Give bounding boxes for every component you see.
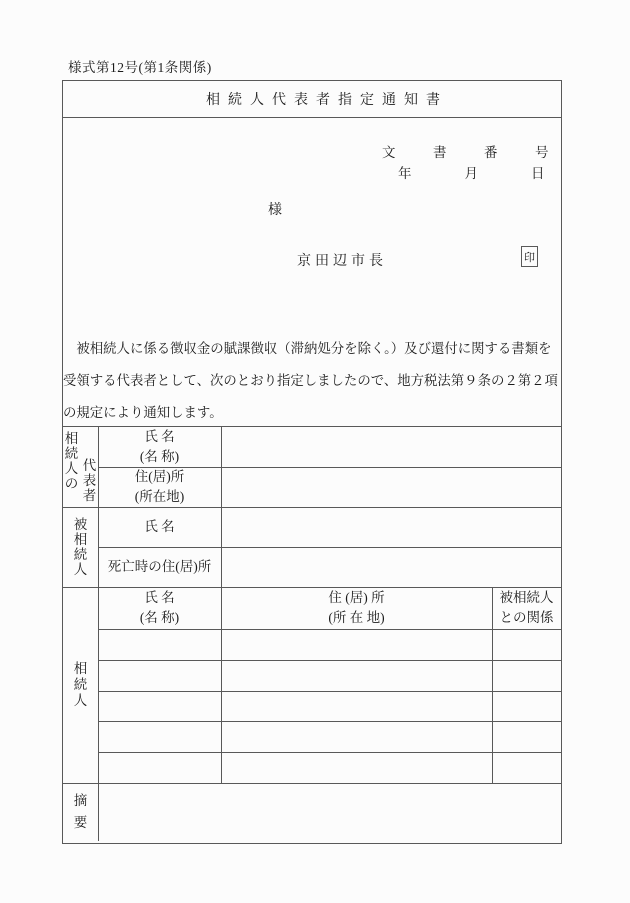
label-line: (名 称) [139,449,180,464]
doc-number-label: 文書番号 [382,145,586,160]
representative-address-value-cell [222,467,561,507]
group-label-remarks-cell [63,783,98,841]
heir-row-3-name-cell [99,691,221,721]
decedent-name-value-cell [222,507,561,547]
remarks-value-cell [99,783,561,841]
seal-box [521,246,538,267]
label-line: (所在地) [134,489,185,504]
heir-row-5-address-cell [222,752,492,783]
heirs-address-column-header [221,587,492,629]
heir-row-5-relation-cell [493,752,561,783]
document-title: 相続人代表者指定通知書 [206,93,448,108]
heir-row-3-address-cell [222,691,492,721]
form-number: 様式第12号(第1条関係) [68,60,212,75]
document-box [62,80,598,844]
label-line: 氏 名 [144,590,175,605]
heirs-relation-column-header [492,587,561,629]
date-label: 年月日 [398,166,598,181]
representative-name-label [98,427,221,467]
representative-name-value-cell [222,427,561,467]
label-line: 住(居)所 [134,469,185,484]
label-line: (所 在 地) [328,610,385,625]
heir-row-1-relation-cell [493,629,561,660]
form-table [63,427,561,841]
label-line: (名 称) [139,610,180,625]
decedent-name-label [98,507,221,547]
paragraph-line: 被相続人に係る徴収金の賦課徴収（滞納処分を除く。）及び還付に関する書類を [63,341,552,356]
label-line: 被相続人 [499,590,554,605]
group-label-heirs: 相続人 [73,661,88,708]
heir-row-2-address-cell [222,660,492,691]
recipient-honorific: 様 [268,203,282,218]
label-line: 氏 名 [144,429,175,444]
label-line: 死亡時の住(居)所 [107,559,212,574]
label-line: との関係 [499,610,554,625]
paragraph-line: の規定により通知します。 [63,405,223,420]
heir-row-5-name-cell [99,752,221,783]
notification-paragraph [63,333,562,429]
sender-name: 京田辺市長 [297,254,387,269]
heir-row-1-name-cell [99,629,221,660]
group-label-heirs-cell [63,587,98,783]
decedent-address-label [98,547,221,587]
heir-row-4-address-cell [222,721,492,752]
group-label-heir-representative-part2: 代表者 [82,458,97,503]
heir-row-1-address-cell [222,629,492,660]
heir-row-2-relation-cell [493,660,561,691]
representative-address-label [98,467,221,507]
label-line: 氏 名 [144,519,175,534]
heir-row-4-relation-cell [493,721,561,752]
letterhead-section [63,118,598,427]
group-label-decedent-cell [63,507,98,587]
decedent-address-value-cell [222,547,561,587]
group-label-heir-representative-part1: 相続人の [64,431,79,491]
seal-label: 印 [524,251,535,264]
heir-row-3-relation-cell [493,691,561,721]
heirs-name-column-header [98,587,221,629]
heir-row-4-name-cell [99,721,221,752]
heir-row-2-name-cell [99,660,221,691]
document-title-row [63,81,561,118]
group-label-remarks: 摘要 [73,793,88,830]
group-label-decedent: 被相続人 [73,517,88,577]
label-line: 住 (居) 所 [328,590,385,605]
paragraph-line: 受領する代表者として、次のとおり指定しましたので、地方税法第９条の２第２項 [63,373,558,388]
